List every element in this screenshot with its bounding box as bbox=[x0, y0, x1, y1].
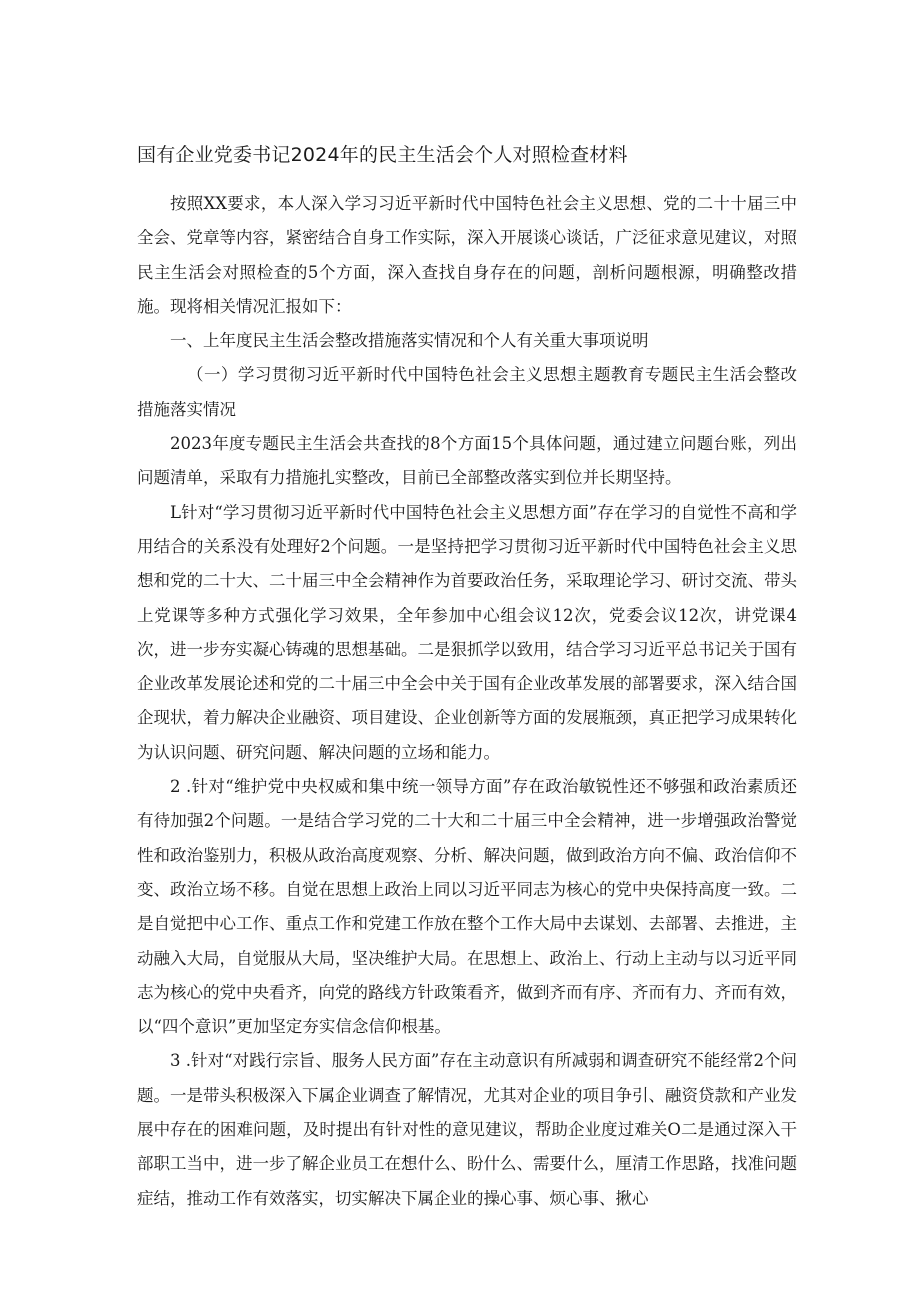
section-heading-1: 一、上年度民主生活会整改措施落实情况和个人有关重大事项说明 bbox=[170, 331, 649, 351]
document-title: 国有企业党委书记2024年的民主生活会个人对照检查材料 bbox=[137, 144, 628, 166]
item-paragraph-1: L针对“学习贯彻习近平新时代中国特色社会主义思想方面”存在学习的自觉性不高和学用结合的关系没有处理好2个问题。一是坚持把学习贯彻习近平新时代中国特色社会主义思想和党的二十大、二十届三中全会精神作为首要政治任务，采取理论学习、研讨交流、带头上党课等多种方式强化学习效果，全年参加中心组会议12次，党委会议12次，讲党课4次，进一步夯实凝心铸魂的思想基础。二是狠抓学以致用，结合学习习近平总书记关于国有企业改革发展论述和党的二十届三中全会中关于国有企业改革发展的部署要求，深入结合国企现状，着力解决企业融资、项目建设、企业创新等方面的发展瓶颈，真正把学习成果转化为认识问题、研究问题、解决问题的立场和能力。 bbox=[137, 502, 797, 762]
item-paragraph-2: 2 .针对“维护党中央权威和集中统一领导方面”存在政治敏锐性还不够强和政治素质还有待加强2个问题。一是结合学习党的二十大和二十届三中全会精神，进一步增强政治警觉性和政治鉴别力，积极从政治高度观察、分析、解决问题，做到政治方向不偏、政治信仰不变、政治立场不移。自觉在思想上政治上同以习近平同志为核心的党中央保持高度一致。二是自觉把中心工作、重点工作和党建工作放在整个工作大局中去谋划、去部署、去推进，主动融入大局，自觉服从大局，坚决维护大局。在思想上、政治上、行动上主动与以习近平同志为核心的党中央看齐，向党的路线方针政策看齐，做到齐而有序、齐而有力、齐而有效，以“四个意识”更加坚定夯实信念信仰根基。 bbox=[137, 777, 797, 1037]
item-paragraph-3: 3 .针对“对践行宗旨、服务人民方面”存在主动意识有所减弱和调查研究不能经常2个问题。一是带头积极深入下属企业调查了解情况，尤其对企业的项目争引、融资贷款和产业发展中存在的困难问题，及时提出有针对性的意见建议，帮助企业度过难关O二是通过深入干部职工当中，进一步了解企业员工在想什么、盼什么、需要什么，厘清工作思路，找准问题症结，推动工作有效落实，切实解决下属企业的操心事、烦心事、揪心 bbox=[137, 1051, 797, 1208]
summary-paragraph: 2023年度专题民主生活会共查找的8个方面15个具体问题，通过建立问题台账，列出问题清单，采取有力措施扎实整改，目前已全部整改落实到位并长期坚持。 bbox=[137, 434, 797, 488]
subsection-heading-1: （一）学习贯彻习近平新时代中国特色社会主义思想主题教育专题民主生活会整改措施落实情况 bbox=[137, 365, 797, 419]
document-body bbox=[137, 187, 797, 1216]
intro-paragraph: 按照XX要求，本人深入学习习近平新时代中国特色社会主义思想、党的二十十届三中全会、党章等内容，紧密结合自身工作实际，深入开展谈心谈话，广泛征求意见建议，对照民主生活会对照检查的5个方面，深入查找自身存在的问题，剖析问题根源，明确整改措施。现将相关情况汇报如下： bbox=[137, 194, 797, 316]
